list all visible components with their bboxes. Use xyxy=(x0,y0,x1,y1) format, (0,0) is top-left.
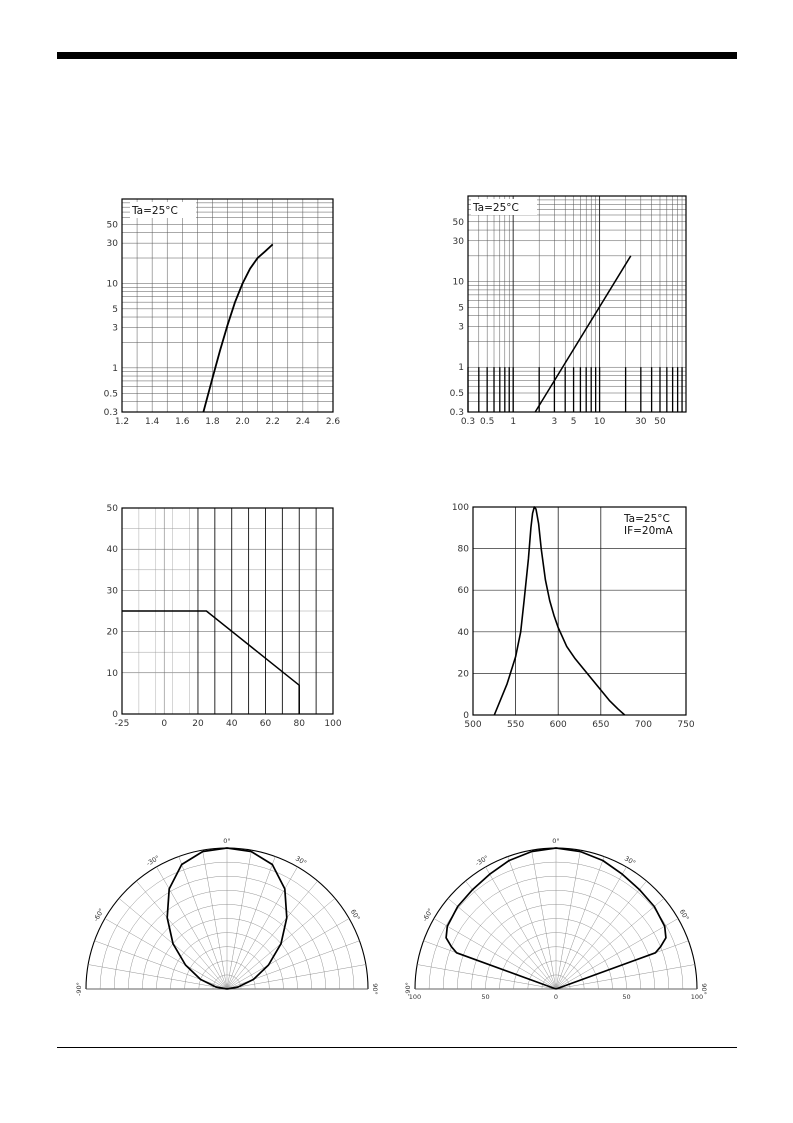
x-tick-label: 10 xyxy=(593,417,606,427)
annotation: Ta=25°C xyxy=(132,205,178,217)
y-tick-label: 0 xyxy=(112,710,118,720)
x-tick-label: 2.6 xyxy=(325,417,341,427)
x-tick-label: 20 xyxy=(192,719,204,729)
x-tick-label: -25 xyxy=(114,719,130,729)
series-line xyxy=(203,244,272,412)
x-tick-label: 600 xyxy=(549,720,567,730)
y-tick-label: 30 xyxy=(106,239,118,250)
x-tick-label: 550 xyxy=(507,720,525,730)
angle-label: -30° xyxy=(144,853,162,868)
y-tick-label: 1 xyxy=(458,363,464,374)
x-tick-label: 2.2 xyxy=(265,417,280,427)
y-tick-label: 5 xyxy=(112,304,118,315)
angle-label: 60° xyxy=(677,908,691,922)
y-tick-label: 50 xyxy=(452,217,464,228)
x-tick-label: 100 xyxy=(324,719,342,729)
y-tick-label: 50 xyxy=(106,220,118,231)
angle-label: 0° xyxy=(223,837,231,845)
y-tick-label: 80 xyxy=(457,544,469,555)
radial-label: 100 xyxy=(408,993,422,1001)
x-tick-label: 0.5 xyxy=(480,417,495,427)
angle-label: -30° xyxy=(473,853,491,868)
spoke xyxy=(227,881,318,989)
y-tick-label: 30 xyxy=(106,586,118,597)
series-line xyxy=(494,507,624,715)
angle-label: 90° xyxy=(700,983,708,995)
chart-spectral xyxy=(452,503,695,730)
y-tick-label: 60 xyxy=(457,586,469,597)
y-tick-label: 0 xyxy=(463,711,469,721)
annotation: Ta=25°C xyxy=(473,202,519,214)
x-tick-label: 500 xyxy=(464,720,482,730)
chart-current-intensity xyxy=(450,196,686,427)
y-tick-label: 20 xyxy=(106,627,118,638)
chart-derating xyxy=(107,504,342,729)
y-tick-label: 10 xyxy=(106,668,118,679)
spoke xyxy=(136,881,227,989)
x-tick-label: 1.8 xyxy=(205,417,220,427)
x-tick-label: 700 xyxy=(634,720,652,730)
annotation-line: IF=20mA xyxy=(624,525,673,537)
x-tick-label: 1.6 xyxy=(175,417,190,427)
y-tick-label: 40 xyxy=(457,627,469,638)
x-tick-label: 5 xyxy=(570,417,577,427)
x-tick-label: 1 xyxy=(510,417,517,427)
x-tick-label: 1.4 xyxy=(144,417,160,427)
x-tick-label: 80 xyxy=(293,719,305,729)
x-tick-label: 0.3 xyxy=(460,417,476,427)
spoke xyxy=(448,898,556,989)
y-tick-label: 50 xyxy=(106,504,118,514)
x-tick-label: 3 xyxy=(551,417,558,427)
y-tick-label: 3 xyxy=(112,323,118,334)
y-tick-label: 30 xyxy=(452,236,464,247)
x-tick-label: 2.0 xyxy=(235,417,250,427)
angle-label: 30° xyxy=(623,854,637,868)
annotation-line: Ta=25°C xyxy=(624,513,670,525)
series-line xyxy=(535,256,631,412)
radial-label: 0 xyxy=(553,993,559,1001)
spoke xyxy=(556,898,664,989)
angle-label: 30° xyxy=(294,854,308,868)
x-tick-label: 30 xyxy=(635,417,647,427)
angle-label: 90° xyxy=(371,983,379,995)
plot-frame xyxy=(468,196,686,412)
series-line xyxy=(122,611,299,714)
x-tick-label: 0 xyxy=(161,719,168,729)
chart-radiation-left xyxy=(75,837,379,996)
x-tick-label: 750 xyxy=(677,720,695,730)
y-tick-label: 0.5 xyxy=(449,389,464,400)
y-tick-label: 1 xyxy=(112,363,118,374)
y-tick-label: 5 xyxy=(458,303,464,314)
angle-label: -60° xyxy=(91,906,106,924)
chart-forward-voltage xyxy=(104,199,341,427)
x-tick-label: 50 xyxy=(654,417,666,427)
angle-label: -90° xyxy=(75,982,83,996)
y-tick-label: 0.5 xyxy=(103,389,118,400)
x-tick-label: 60 xyxy=(259,719,272,729)
y-tick-label: 0.3 xyxy=(449,408,464,418)
plot-frame xyxy=(473,507,686,715)
angle-label: 60° xyxy=(348,908,362,922)
radial-label: 50 xyxy=(481,993,490,1001)
y-tick-label: 100 xyxy=(451,503,469,513)
angle-label: 0° xyxy=(552,837,560,845)
y-tick-label: 3 xyxy=(458,322,464,333)
radial-label: 100 xyxy=(690,993,704,1001)
x-tick-label: 2.4 xyxy=(295,417,311,427)
y-tick-label: 10 xyxy=(452,277,464,288)
y-tick-label: 0.3 xyxy=(103,408,118,418)
angle-label: -90° xyxy=(404,982,412,996)
x-tick-label: 1.2 xyxy=(114,417,130,427)
x-tick-label: 40 xyxy=(225,719,238,729)
radial-label: 50 xyxy=(622,993,631,1001)
angle-label: -60° xyxy=(420,906,435,924)
x-tick-label: 650 xyxy=(592,720,610,730)
chart-radiation-right xyxy=(404,837,708,1001)
y-tick-label: 10 xyxy=(106,279,118,290)
y-tick-label: 20 xyxy=(457,669,469,680)
y-tick-label: 40 xyxy=(106,545,118,556)
